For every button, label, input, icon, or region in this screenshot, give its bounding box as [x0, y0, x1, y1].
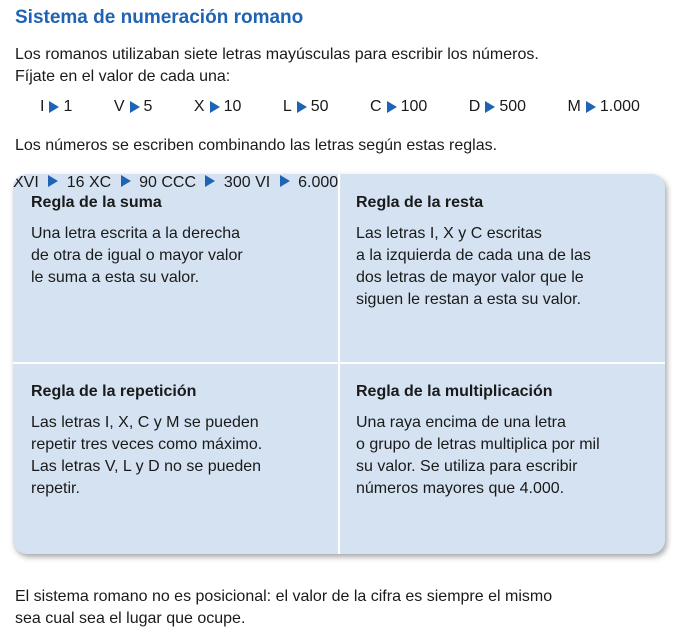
value-item-v [114, 96, 153, 118]
roman-letter: L [282, 98, 292, 115]
page-title: Sistema de numeración romano [15, 7, 304, 28]
rules-intro: Los números se escriben combinando las letras según estas reglas. [15, 137, 498, 154]
arrow-right-icon [586, 101, 596, 113]
rule-multiplication-example [255, 174, 338, 191]
rule-sum-example [13, 174, 89, 191]
value-item-c [370, 96, 427, 118]
decimal-value: 1 [63, 98, 73, 115]
rule-title: Regla de la multiplicación [356, 383, 553, 400]
intro-paragraph [15, 44, 539, 88]
value-item-i [40, 96, 72, 118]
rule-subtraction-example [89, 174, 161, 191]
footer-note [15, 586, 552, 630]
rule-text: Las letras I, X, C y M se pueden repetir tres veces como máximo. Las letras V, L y D no se pueden repetir. [31, 414, 263, 497]
decimal-value: 50 [310, 98, 329, 115]
rule-title: Regla de la resta [356, 194, 484, 211]
example-roman-overlined: $\overline{VI}$ [255, 174, 271, 191]
footer-line-2: sea cual sea el lugar que ocupe. [15, 610, 246, 627]
intro-line-1: Los romanos utilizaban siete letras mayúsculas para escribir los números. [15, 46, 539, 63]
intro-line-2: Fíjate en el valor de cada una: [15, 68, 231, 85]
value-item-l [283, 96, 329, 118]
decimal-value: 100 [400, 98, 428, 115]
rule-repetition [31, 382, 331, 500]
example-roman: XVI [13, 174, 39, 191]
arrow-right-icon [297, 101, 307, 113]
value-item-x [194, 96, 241, 118]
decimal-value: 1.000 [599, 98, 640, 115]
rules-panel [13, 174, 665, 554]
example-result: 6.000 [298, 174, 339, 191]
roman-letter: D [468, 98, 481, 115]
arrow-right-icon [130, 101, 140, 113]
roman-values-list [40, 96, 640, 118]
decimal-value: 10 [223, 98, 242, 115]
value-item-m [568, 96, 640, 118]
arrow-right-icon [485, 101, 495, 113]
example-result: 90 [139, 174, 157, 191]
decimal-value: 500 [499, 98, 527, 115]
arrow-right-icon [280, 175, 290, 187]
roman-letter: I [40, 98, 45, 115]
roman-letter: X [193, 98, 205, 115]
footer-line-1: El sistema romano no es posicional: el valor de la cifra es siempre el mismo [15, 588, 553, 605]
decimal-value: 5 [143, 98, 153, 115]
example-result: 16 [66, 174, 85, 191]
example-roman: XC [88, 174, 112, 191]
arrow-right-icon [49, 101, 59, 113]
divider-vertical [338, 174, 340, 554]
example-roman: CCC [161, 174, 197, 191]
rule-title: Regla de la suma [31, 194, 162, 211]
roman-letter: V [113, 98, 125, 115]
roman-letter: M [567, 98, 581, 115]
rule-text: Las letras I, X y C escritas a la izquierda de cada una de las dos letras de mayor valor que le siguen le restan a esta su valor. [356, 225, 591, 308]
rule-text: Una letra escrita a la derecha de otra de igual o mayor valor le suma a esta su valor. [31, 225, 243, 286]
arrow-right-icon [121, 175, 131, 187]
value-item-d [469, 96, 526, 118]
arrow-right-icon [48, 175, 58, 187]
rule-title: Regla de la repetición [31, 383, 197, 400]
rule-subtraction [356, 193, 656, 311]
arrow-right-icon [210, 101, 220, 113]
example-result: 300 [223, 174, 251, 191]
rule-repetition-example [161, 174, 255, 191]
rule-text: Una raya encima de una letra o grupo de letras multiplica por mil su valor. Se utiliza para escribir números mayores que 4.000. [356, 414, 600, 497]
arrow-right-icon [387, 101, 397, 113]
roman-letter: C [370, 98, 382, 115]
rule-sum [31, 193, 331, 289]
arrow-right-icon [205, 175, 215, 187]
rule-multiplication [356, 382, 656, 500]
divider-horizontal [13, 362, 665, 364]
